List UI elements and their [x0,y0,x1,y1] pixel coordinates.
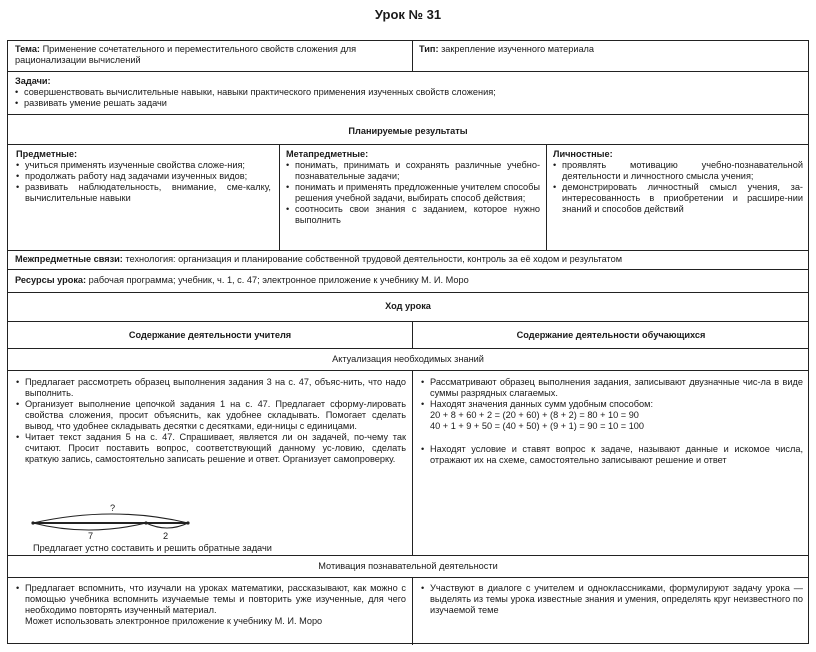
row-divider [8,250,808,251]
list-item: • Рассматривают образец выполнения задания, записывают двузначные чис-ла в виде суммы разрядных слагаемых. [421,377,803,399]
meta-results-cell [286,149,540,226]
row-divider [8,370,808,371]
list-item: • Находят значения данных сумм удобным способом: [421,399,803,410]
lesson-flow-heading: Ход урока [385,301,431,311]
row-divider [8,321,808,322]
stage2-teacher-list [16,583,406,616]
personal-results-label: Личностные: [553,149,613,159]
list-item: • Читает текст задания 5 на с. 47. Спрашивает, является ли он задачей, по-чему так считают. Просит поставить вопрос, соответствующий данному ус-ловию, сделать краткую запись, самостоятельно записать решение и ответ. Организует самопроверку. [16,432,406,465]
stage2-teacher-footer: Может использовать электронное приложение к учебнику М. И. Моро [25,616,323,626]
list-item: • совершенствовать вычислительные навыки, навыки практического применения изученных свойств сложения; [15,87,800,98]
row-divider [8,71,808,72]
subject-results-label: Предметные: [16,149,78,159]
tasks-label: Задачи: [15,76,51,86]
meta-results-list [286,160,540,226]
subject-results-cell [16,149,271,204]
equation: 20 + 8 + 60 + 2 = (20 + 60) + (8 + 2) = 80 + 10 = 90 [430,410,639,420]
list-item: • развивать умение решать задачи [15,98,800,109]
stage2-teacher-cell [16,583,406,627]
topic-label: Тема: [15,44,40,54]
left-arc [33,523,146,530]
tasks-cell [15,76,800,109]
list-item: • продолжать работу над задачами изученных видов; [16,171,271,182]
equation: 40 + 1 + 9 + 50 = (40 + 50) + (9 + 1) = 90 = 10 = 100 [430,421,645,431]
list-item: • понимать и применять предложенные учителем способы решения учебной задачи, выбирать способ действия; [286,182,540,204]
stage1-teacher-list [16,377,406,465]
stage1-student-list [421,377,803,410]
stage1-teacher-footer: Предлагает устно составить и решить обратные задачи [33,543,272,553]
tasks-list [15,87,800,109]
topic-cell [15,44,407,66]
row-divider [8,577,808,578]
interdisciplinary-label: Межпредметные связи: [15,254,123,264]
interdisciplinary-text: технология: организация и планирование собственной трудовой деятельности, контроль за её ходом и результатом [125,254,623,264]
subject-results-list [16,160,271,204]
diagram-right-label: 2 [163,531,169,541]
stage1-heading: Актуализация необходимых знаний [332,354,484,364]
segment-point [186,521,189,524]
stage1-student-cell [421,377,803,466]
student-column-heading: Содержание деятельности обучающихся [516,330,706,340]
list-item: • Участвуют в диалоге с учителем и одноклассниками, формулируют задачу урока — выделять из темы урока известные знания и умения, определять круг неизвестного по изучаемой теме [421,583,803,616]
col-divider [546,144,547,250]
personal-results-cell [553,149,803,215]
meta-results-label: Метапредметные: [286,149,369,159]
stage2-student-cell [421,583,803,616]
list-item: • соотносить свои знания с заданием, которое нужно выполнить [286,204,540,226]
stage1-student-list-2 [421,444,803,466]
diagram-question-label: ? [110,503,116,513]
diagram-left-label: 7 [88,531,94,541]
col-divider [412,577,413,645]
type-label: Тип: [419,44,439,54]
row-divider [8,555,808,556]
topic-text: Применение сочетательного и переместительного свойств сложения для рационализации вычислений [15,44,357,65]
planned-results-heading: Планируемые результаты [348,126,468,136]
col-divider [412,321,413,348]
lesson-table [7,40,809,644]
list-item: • демонстрировать личностный смысл учения, за-интересованность в приобретении и расшире-нии знаний и способов действий [553,182,803,215]
resources-text: рабочая программа; учебник, ч. 1, с. 47; электронное приложение к учебнику М. И. Моро [88,275,469,285]
list-item: • проявлять мотивацию учебно-познавательной деятельности и личностного смысла учения; [553,160,803,182]
resources-label: Ресурсы урока: [15,275,87,285]
lesson-title: Урок № 31 [374,7,442,22]
total-arc [33,514,188,523]
list-item: • понимать, принимать и сохранять различные учебно-познавательные задачи; [286,160,540,182]
stage2-student-list [421,583,803,616]
list-item: • Предлагает вспомнить, что изучали на уроках математики, рассказывают, как можно с помощью учебника вспомнить изучаемые темы и повторить уже изученные, для чего необходимо повторять изученный материал. [16,583,406,616]
segment-point [31,521,34,524]
teacher-column-heading: Содержание деятельности учителя [128,330,292,340]
row-divider [8,269,808,270]
type-cell [419,44,804,55]
type-text: закрепление изученного материала [441,44,595,54]
row-divider [8,348,808,349]
col-divider [412,370,413,555]
row-divider [8,144,808,145]
personal-results-list [553,160,803,215]
col-divider [279,144,280,250]
list-item: • Предлагает рассмотреть образец выполнения задания 3 на с. 47, объяс-нить, что надо выполнить. [16,377,406,399]
row-divider [8,114,808,115]
col-divider [412,41,413,71]
resources-cell [15,275,805,286]
interdisciplinary-cell [15,254,805,265]
list-item: • развивать наблюдательность, внимание, сме-калку, вычислительные навыки [16,182,271,204]
row-divider [8,292,808,293]
list-item: • Находят условие и ставят вопрос к задаче, называют данные и искомое числа, отражают их на схеме, самостоятельно записывают решение и ответ [421,444,803,466]
stage2-heading: Мотивация познавательной деятельности [318,561,498,571]
stage1-teacher-cell [16,377,406,465]
segment-point [144,521,147,524]
list-item: • учиться применять изученные свойства сложе-ния; [16,160,271,171]
list-item: • Организует выполнение цепочкой задания 1 на с. 47. Предлагает сформу-лировать свойства сложения, просит объяснить, как удобнее складывать. Помогает сделать вывод, что удобнее складывать десятки с десятками, еди-ницы с единицами. [16,399,406,432]
